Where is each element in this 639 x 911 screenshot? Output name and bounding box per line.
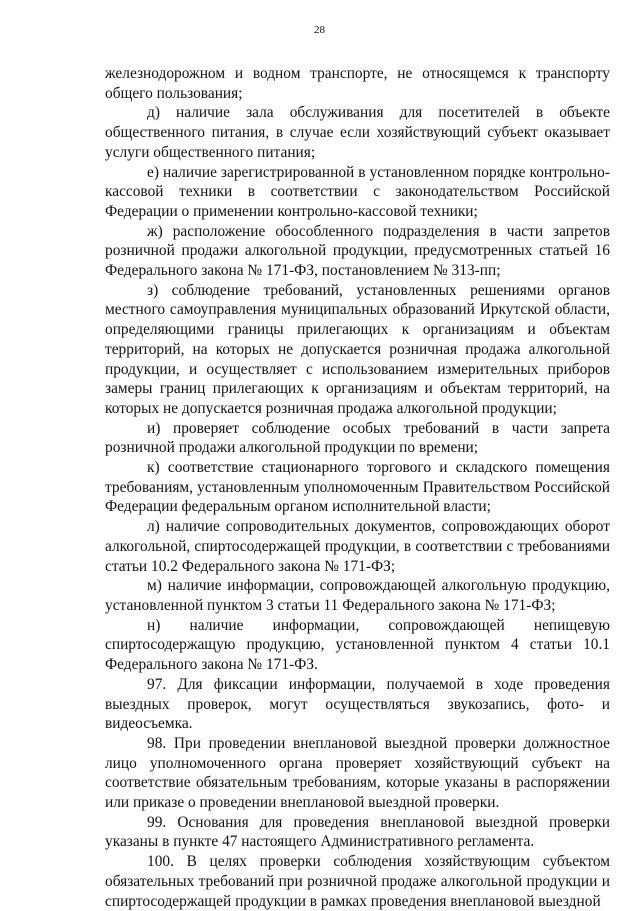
paragraph-item-n: н) наличие информации, сопровождающей непищевую спиртосодержащую продукцию, установленной пунктом 4 статьи 10.1 Федерального закона № 171-ФЗ. [105,616,610,674]
paragraph-item-zh: ж) расположение обособленного подразделения в части запретов розничной продажи алкогольной продукции, предусмотренных статьей 16 Федерального закона № 171-ФЗ, постановлением № 313-пп; [105,222,610,280]
paragraph-99: 99. Основания для проведения внеплановой выездной проверки указаны в пункте 47 настоящего Административного регламента. [105,813,610,851]
paragraph-item-l: л) наличие сопроводительных документов, сопровождающих оборот алкогольной, спиртосодержащей продукции, в соответствии с требованиями статьи 10.2 Федерального закона № 171-ФЗ; [105,518,610,575]
paragraph-98: 98. При проведении внеплановой выездной проверки должностное лицо уполномоченного органа проверяет хозяйствующий субъект на соответствие обязательным требованиям, которые указаны в распоряжении или приказе о проведении внеплановой выездной проверки. [105,734,610,812]
paragraph-100: 100. В целях проверки соблюдения хозяйствующим субъектом обязательных требований при розничной продаже алкогольной продукции и спиртосодержащей продукции в рамках проведения внеплановой выездной [105,853,610,910]
document-body [105,64,610,911]
paragraph-item-e: е) наличие зарегистрированной в установленном порядке контрольно-кассовой техники в соответствии с законодательством Российской Федерации о применении контрольно-кассовой техники; [105,163,610,220]
paragraph-item-k: к) соответствие стационарного торгового и складского помещения требованиям, установленным уполномоченным Правительством Российской Федерации федеральным органом исполнительной власти; [105,459,610,516]
paragraph-item-d: д) наличие зала обслуживания для посетителей в объекте общественного питания, в случае если хозяйствующий субъект оказывает услуги общественного питания; [105,104,610,161]
paragraph-item-z: з) соблюдение требований, установленных решениями органов местного самоуправления муниципальных образований Иркутской области, определяющими границы прилегающих к организациям и объектам территорий, на которых не допускается розничная продажа алкогольной продукции, и осуществляет с использованием измерительных приборов замеры границ прилегающих к организациям и объектам территорий, на которых не допускается розничная продажа алкогольной продукции; [105,281,610,417]
page-number: 28 [314,24,325,36]
paragraph-continuation: железнодорожном и водном транспорте, не относящемся к транспорту общего пользования; [105,65,610,102]
paragraph-item-i: и) проверяет соблюдение особых требований в части запрета розничной продажи алкогольной продукции по времени; [105,419,610,457]
paragraph-97: 97. Для фиксации информации, получаемой в ходе проведения выездных проверок, могут осуществляться звукозапись, фото- и видеосъемка. [105,675,610,733]
paragraph-item-m: м) наличие информации, сопровождающей алкогольную продукцию, установленной пунктом 3 статьи 11 Федерального закона № 171-ФЗ; [105,577,610,614]
